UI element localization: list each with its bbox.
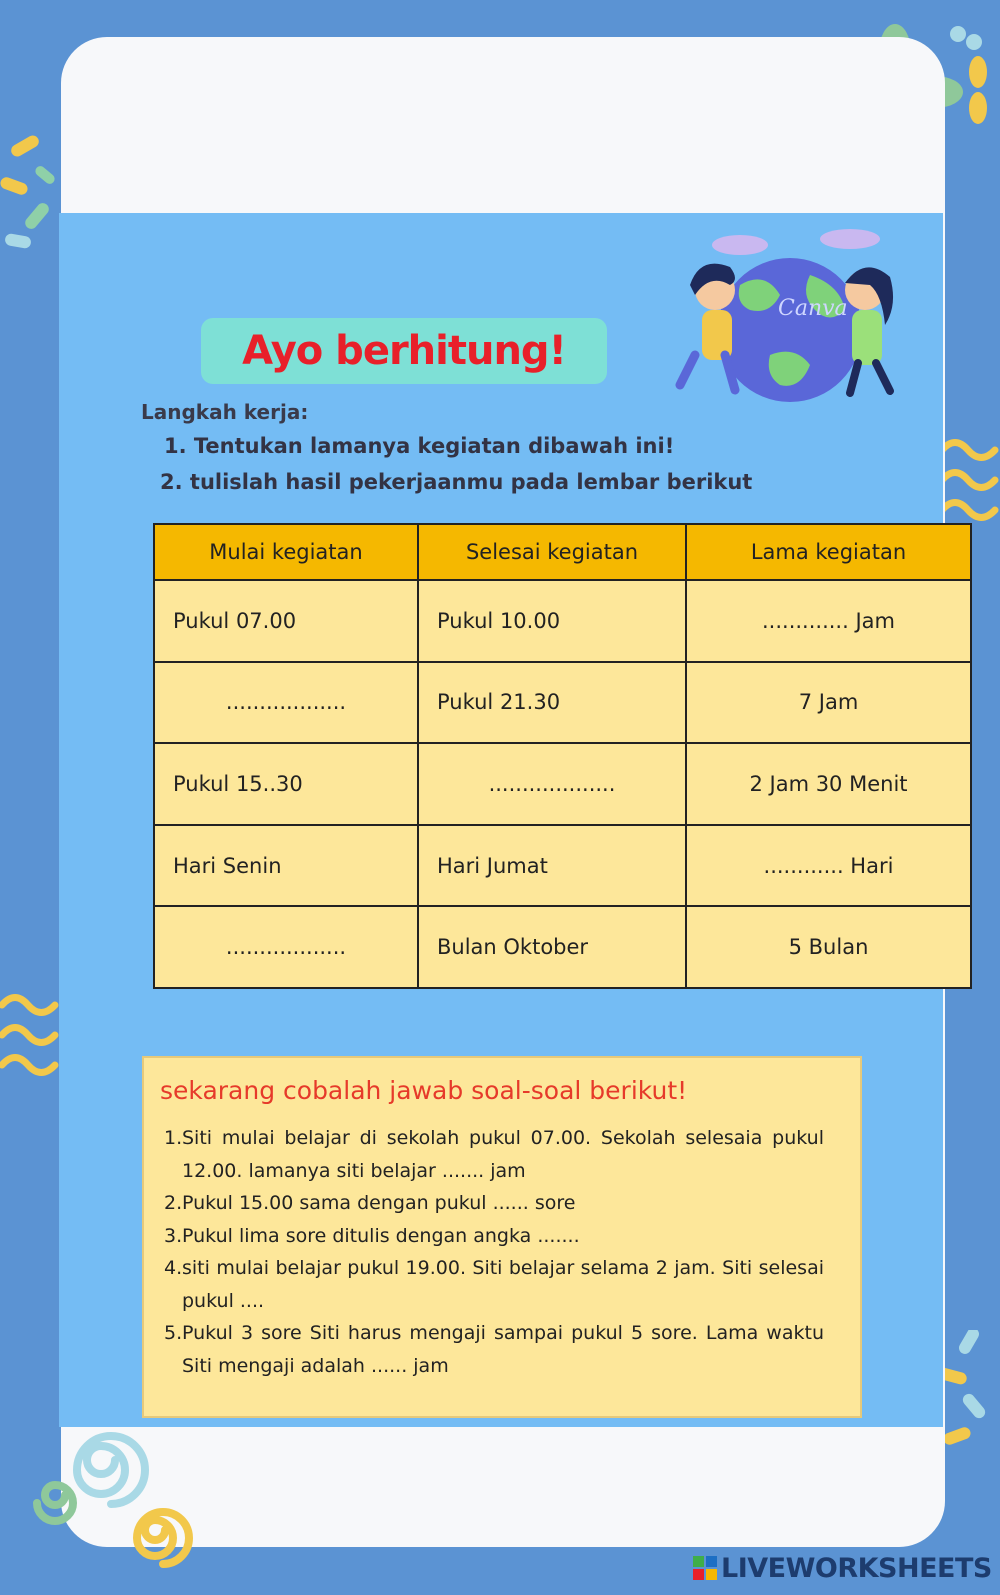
table-header-row bbox=[154, 524, 971, 580]
brand-name: LIVEWORKSHEETS bbox=[721, 1552, 992, 1584]
page-title: Ayo berhitung! bbox=[242, 328, 566, 374]
liveworksheets-logo-icon bbox=[693, 1556, 717, 1580]
question-item bbox=[164, 1252, 824, 1317]
answer-blank-cell[interactable]: .................. bbox=[154, 906, 418, 988]
table-cell: Bulan Oktober bbox=[418, 906, 686, 988]
questions-list bbox=[164, 1122, 824, 1382]
squiggle-right bbox=[940, 430, 1000, 530]
table-row bbox=[154, 662, 971, 744]
question-number: 3. bbox=[164, 1224, 183, 1247]
table-row bbox=[154, 580, 971, 662]
earth-kids-illustration bbox=[670, 215, 920, 415]
liveworksheets-brand[interactable] bbox=[693, 1550, 992, 1586]
column-header: Selesai kegiatan bbox=[418, 524, 686, 580]
title-banner bbox=[201, 318, 607, 384]
table-cell: Pukul 07.00 bbox=[154, 580, 418, 662]
question-text: Siti mulai belajar di sekolah pukul 07.00. Sekolah selesaia pukul 12.00. lamanya siti belajar ....... jam bbox=[182, 1127, 824, 1182]
question-item bbox=[164, 1317, 824, 1382]
question-number: 1. bbox=[164, 1127, 183, 1149]
activity-table bbox=[153, 523, 972, 989]
questions-box bbox=[142, 1056, 862, 1418]
column-header: Lama kegiatan bbox=[686, 524, 971, 580]
answer-blank-cell[interactable]: ................... bbox=[418, 743, 686, 825]
table-cell: Hari Senin bbox=[154, 825, 418, 907]
table-cell: Pukul 10.00 bbox=[418, 580, 686, 662]
step-item-2: 2. tulislah hasil pekerjaanmu pada lembar berikut bbox=[160, 470, 753, 494]
column-header: Mulai kegiatan bbox=[154, 524, 418, 580]
question-text: siti mulai belajar pukul 19.00. Siti belajar selama 2 jam. Siti selesai pukul .... bbox=[182, 1257, 824, 1312]
table-cell: 7 Jam bbox=[686, 662, 971, 744]
question-number: 2. bbox=[164, 1192, 183, 1214]
table-cell: Hari Jumat bbox=[418, 825, 686, 907]
question-number: 4. bbox=[164, 1257, 183, 1279]
answer-blank-cell[interactable]: ............. Jam bbox=[686, 580, 971, 662]
canva-watermark: Canva bbox=[778, 296, 848, 321]
table-row bbox=[154, 906, 971, 988]
swirl-bottom-left bbox=[20, 1420, 200, 1580]
answer-blank-cell[interactable]: .................. bbox=[154, 662, 418, 744]
squiggle-left bbox=[0, 985, 60, 1085]
question-item bbox=[164, 1220, 824, 1253]
table-row bbox=[154, 743, 971, 825]
answer-blank-cell[interactable]: ............ Hari bbox=[686, 825, 971, 907]
table-row bbox=[154, 825, 971, 907]
table-cell: Pukul 21.30 bbox=[418, 662, 686, 744]
table-cell: 2 Jam 30 Menit bbox=[686, 743, 971, 825]
question-text: Pukul 15.00 sama dengan pukul ...... sore bbox=[182, 1192, 576, 1214]
question-number: 5. bbox=[164, 1322, 183, 1344]
steps-heading: Langkah kerja: bbox=[141, 400, 309, 424]
question-text: Pukul 3 sore Siti harus mengaji sampai pukul 5 sore. Lama waktu Siti mengaji adalah ...... jam bbox=[182, 1322, 824, 1377]
step-item-1: 1. Tentukan lamanya kegiatan dibawah ini! bbox=[164, 434, 675, 458]
table-cell: Pukul 15..30 bbox=[154, 743, 418, 825]
table-cell: 5 Bulan bbox=[686, 906, 971, 988]
question-text: Pukul lima sore ditulis dengan angka ....... bbox=[182, 1224, 580, 1247]
question-item bbox=[164, 1187, 824, 1220]
question-item bbox=[164, 1122, 824, 1187]
questions-heading: sekarang cobalah jawab soal-soal berikut! bbox=[160, 1076, 688, 1105]
